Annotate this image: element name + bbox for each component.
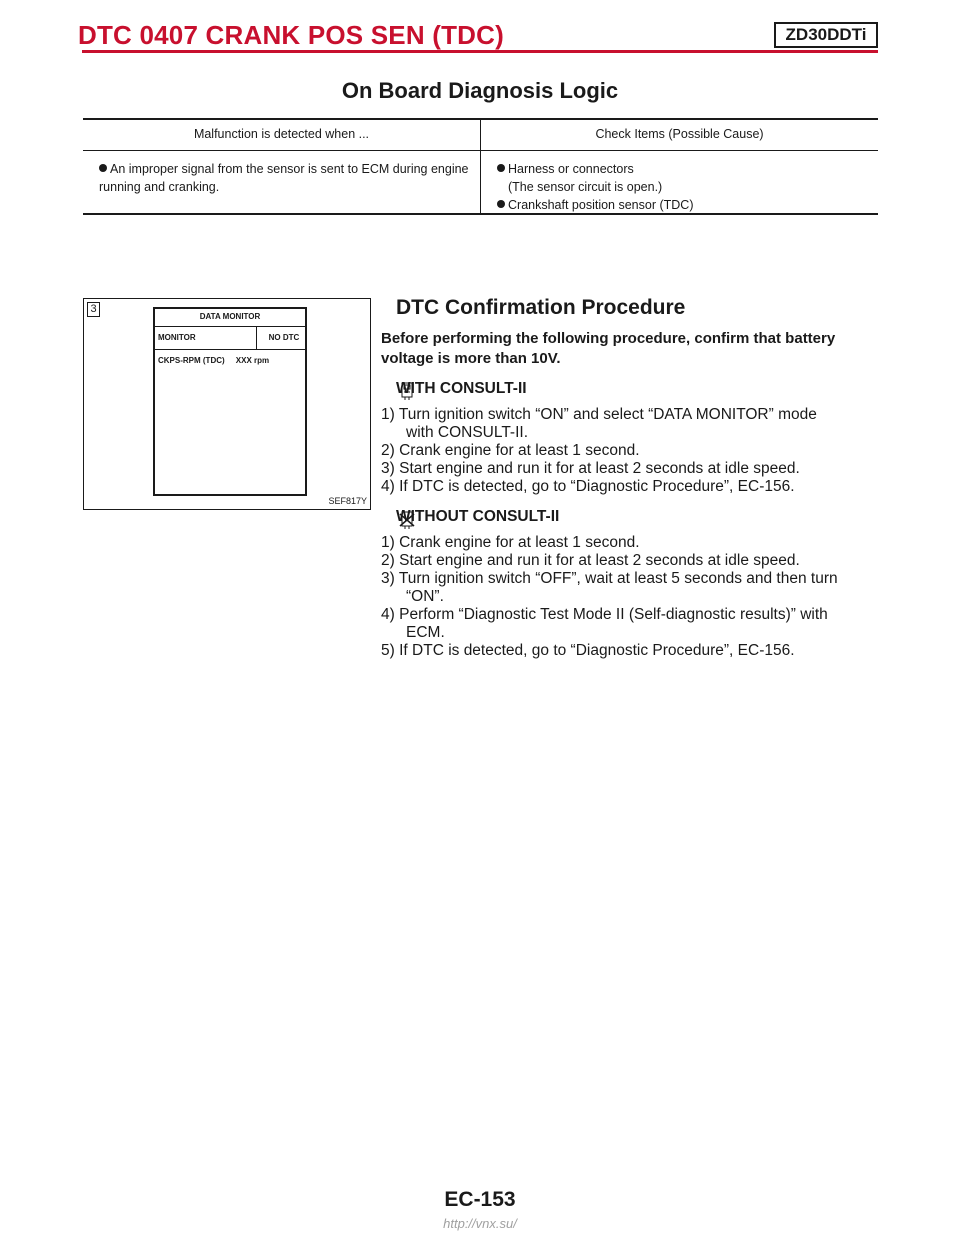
monitor-row <box>158 356 269 365</box>
source-url[interactable]: http://vnx.su/ <box>443 1216 517 1231</box>
procedure-step: 3) Turn ignition switch “OFF”, wait at least 5 seconds and then turn “ON”. <box>381 570 838 605</box>
table-cell-malfunction <box>99 160 472 196</box>
without-consult-heading: WITHOUT CONSULT-II <box>396 508 560 525</box>
model-badge: ZD30DDTi <box>774 22 878 48</box>
procedure-step: 2) Start engine and run it for at least 2 seconds at idle speed. <box>381 552 800 569</box>
monitor-item-value: XXX rpm <box>235 356 270 365</box>
procedure-step: 3) Start engine and run it for at least 2 seconds at idle speed. <box>381 460 800 477</box>
monitor-divider <box>155 326 305 327</box>
procedure-step: 4) If DTC is detected, go to “Diagnostic Procedure”, EC-156. <box>381 478 795 495</box>
consult-screen <box>153 307 307 496</box>
bullet-icon <box>99 164 107 172</box>
procedure-note: Before performing the following procedure, confirm that battery voltage is more than 10V. <box>381 330 836 367</box>
table-column-causes <box>480 120 878 213</box>
section-title: On Board Diagnosis Logic <box>341 78 619 103</box>
dtc-status: NO DTC <box>268 333 300 342</box>
cause-item: Crankshaft position sensor (TDC) <box>497 196 870 214</box>
malfunction-text: An improper signal from the sensor is sent to ECM during engine running and cranking. <box>99 162 469 194</box>
figure-code: SEF817Y <box>328 496 367 506</box>
table-header-malfunction: Malfunction is detected when ... <box>193 127 370 141</box>
procedure-step: 4) Perform “Diagnostic Test Mode II (Self-diagnostic results)” with ECM. <box>381 606 828 641</box>
monitor-label: MONITOR <box>158 333 196 342</box>
page-header-title: DTC 0407 CRANK POS SEN (TDC) <box>78 20 504 50</box>
table-column-malfunction <box>83 120 480 213</box>
diagnosis-table <box>83 118 878 215</box>
procedure-step: 5) If DTC is detected, go to “Diagnostic Procedure”, EC-156. <box>381 642 795 659</box>
cause-note: (The sensor circuit is open.) <box>508 180 663 194</box>
table-header-causes: Check Items (Possible Cause) <box>595 127 764 141</box>
header-rule <box>82 50 878 53</box>
bullet-icon <box>497 164 505 172</box>
table-cell-causes <box>497 160 870 214</box>
data-monitor-figure <box>83 298 371 510</box>
figure-marker: 3 <box>87 302 100 317</box>
cause-item: Harness or connectors <box>497 160 870 178</box>
procedure-step: 2) Crank engine for at least 1 second. <box>381 442 640 459</box>
monitor-divider <box>256 326 257 349</box>
page-number: EC-153 <box>444 1188 516 1211</box>
procedure-step: 1) Turn ignition switch “ON” and select “DATA MONITOR” mode with CONSULT-II. <box>381 406 817 441</box>
monitor-title: DATA MONITOR <box>199 312 261 321</box>
bullet-icon <box>497 200 505 208</box>
with-consult-heading: WITH CONSULT-II <box>396 380 527 397</box>
procedure-title: DTC Confirmation Procedure <box>396 296 686 319</box>
procedure-step: 1) Crank engine for at least 1 second. <box>381 534 640 551</box>
monitor-divider <box>155 349 305 350</box>
monitor-item-name: CKPS-RPM (TDC) <box>158 356 225 365</box>
